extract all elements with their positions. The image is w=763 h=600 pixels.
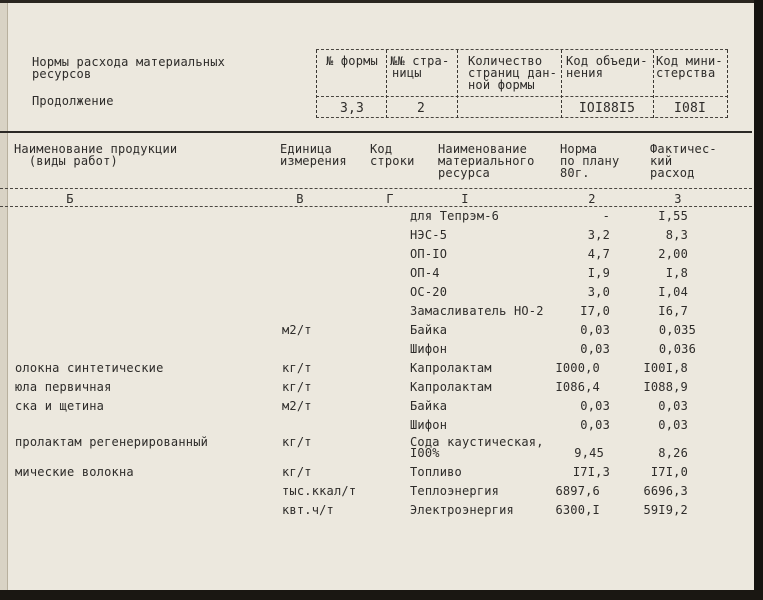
header-page-label-1: №№ стра- [390, 54, 450, 68]
page-binding [0, 0, 8, 600]
cell-resource: Замасливатель НО-2 [410, 304, 544, 318]
cell-actual: I,55 [658, 209, 688, 223]
cell-resource: Шифон [410, 342, 448, 356]
table-header-rule [0, 188, 752, 189]
header-mid-line [316, 96, 728, 97]
cell-product: мические волокна [15, 465, 134, 479]
col-letter-resource: I [461, 192, 469, 206]
header-count-label-1: Количество [468, 54, 543, 68]
header-code-2: строки [370, 154, 415, 168]
header-resource-2: материального [438, 154, 535, 168]
scan-edge-bottom [0, 590, 763, 600]
cell-actual: I,04 [658, 285, 688, 299]
header-count-label-2: страниц дан- [468, 66, 558, 80]
cell-actual: 59I9,2 [643, 503, 688, 517]
page-number-value: 2 [416, 101, 426, 116]
header-vline [457, 50, 458, 118]
cell-unit: квт.ч/т [282, 503, 334, 517]
header-vline [727, 50, 728, 118]
cell-norm: 0,03 [580, 323, 610, 337]
cell-norm: 3,2 [587, 228, 610, 242]
cell-unit: кг/т [282, 361, 312, 375]
cell-actual: 0,035 [658, 323, 696, 337]
cell-resource: НЭС-5 [410, 228, 448, 242]
header-norm-1: Норма [560, 142, 598, 156]
union-code-value: IOI88I5 [578, 101, 636, 116]
cell-norm: I7I,3 [572, 465, 610, 479]
cell-resource: для Тепрэм-6 [410, 209, 500, 223]
header-resource-1: Наименование [438, 142, 528, 156]
col-letter-product: Б [66, 192, 74, 206]
cell-resource: Сода каустическая, [410, 435, 544, 449]
scan-edge-right [754, 0, 763, 600]
table-letter-rule [0, 206, 752, 207]
cell-actual: I00I,8 [643, 361, 688, 375]
cell-unit: кг/т [282, 380, 312, 394]
cell-resource: ОП-4 [410, 266, 440, 280]
cell-unit: м2/т [282, 323, 312, 337]
cell-actual: 8,3 [665, 228, 688, 242]
cell-actual: 0,03 [658, 418, 688, 432]
cell-norm: I000,0 [555, 361, 600, 375]
cell-actual: 0,03 [658, 399, 688, 413]
col-letter-code: Г [386, 192, 394, 206]
header-actual-1: Фактичес- [650, 142, 717, 156]
cell-norm: 0,03 [580, 399, 610, 413]
cell-resource: Шифон [410, 418, 448, 432]
cell-actual: 8,26 [658, 446, 688, 460]
form-number-value: 3,3 [339, 101, 365, 116]
cell-resource: Топливо [410, 465, 462, 479]
cell-norm: I086,4 [555, 380, 600, 394]
cell-norm: 4,7 [587, 247, 610, 261]
cell-actual: 6696,3 [643, 484, 688, 498]
col-letter-norm: 2 [588, 192, 596, 206]
cell-norm: - [602, 209, 610, 223]
cell-actual: I088,9 [643, 380, 688, 394]
cell-resource: I00% [410, 446, 440, 460]
cell-product: пролактам регенерированный [15, 435, 209, 449]
cell-norm: 0,03 [580, 418, 610, 432]
cell-product: олокна синтетические [15, 361, 164, 375]
header-norm-3: 80г. [560, 166, 590, 180]
cell-norm: 6300,I [555, 503, 600, 517]
cell-norm: 0,03 [580, 342, 610, 356]
cell-resource: Байка [410, 323, 448, 337]
header-code-1: Код [370, 142, 393, 156]
cell-norm: I,9 [587, 266, 610, 280]
cell-product: ска и щетина [15, 399, 105, 413]
cell-resource: ОС-20 [410, 285, 448, 299]
cell-resource: Капролактам [410, 380, 492, 394]
cell-actual: I6,7 [658, 304, 688, 318]
scan-edge-top [0, 0, 763, 3]
col-letter-unit: В [296, 192, 304, 206]
cell-actual: 0,036 [658, 342, 696, 356]
cell-actual: I,8 [665, 266, 688, 280]
cell-resource: ОП-IO [410, 247, 448, 261]
cell-resource: Капролактам [410, 361, 492, 375]
header-resource-3: ресурса [438, 166, 490, 180]
header-ministry-label-2: стерства [656, 66, 716, 80]
header-page-label-2: ницы [392, 66, 422, 80]
header-union-label-2: нения [566, 66, 604, 80]
header-count-label-3: ной формы [468, 78, 535, 92]
cell-unit: кг/т [282, 435, 312, 449]
header-vline [316, 50, 317, 118]
header-form-label: № формы [326, 54, 378, 68]
cell-unit: кг/т [282, 465, 312, 479]
col-letter-actual: 3 [674, 192, 682, 206]
continuation-label: Продолжение [32, 94, 114, 108]
table-top-rule [0, 131, 752, 133]
header-union-label-1: Код объеди- [566, 54, 648, 68]
cell-norm: I7,0 [580, 304, 610, 318]
header-product-2: (виды работ) [14, 154, 118, 168]
header-ministry-label-1: Код мини- [656, 54, 723, 68]
ministry-code-value: I08I [673, 101, 707, 116]
cell-unit: м2/т [282, 399, 312, 413]
cell-resource: Теплоэнергия [410, 484, 500, 498]
header-top-line [316, 49, 728, 50]
header-norm-2: по плану [560, 154, 620, 168]
cell-resource: Электроэнергия [410, 503, 514, 517]
cell-norm: 6897,6 [555, 484, 600, 498]
cell-actual: 2,00 [658, 247, 688, 261]
cell-unit: тыс.ккал/т [282, 484, 357, 498]
cell-actual: I7I,0 [650, 465, 688, 479]
header-unit-1: Единица [280, 142, 332, 156]
header-actual-2: кий [650, 154, 673, 168]
cell-resource: Байка [410, 399, 448, 413]
cell-norm: 3,0 [587, 285, 610, 299]
header-product-1: Наименование продукции [14, 142, 178, 156]
header-actual-3: расход [650, 166, 695, 180]
header-bottom-line [316, 117, 728, 118]
title-line-1: Нормы расхода материальных [32, 55, 226, 69]
cell-product: юла первичная [15, 380, 112, 394]
title-line-2: ресурсов [32, 67, 92, 81]
cell-norm: 9,45 [574, 446, 604, 460]
header-unit-2: измерения [280, 154, 347, 168]
